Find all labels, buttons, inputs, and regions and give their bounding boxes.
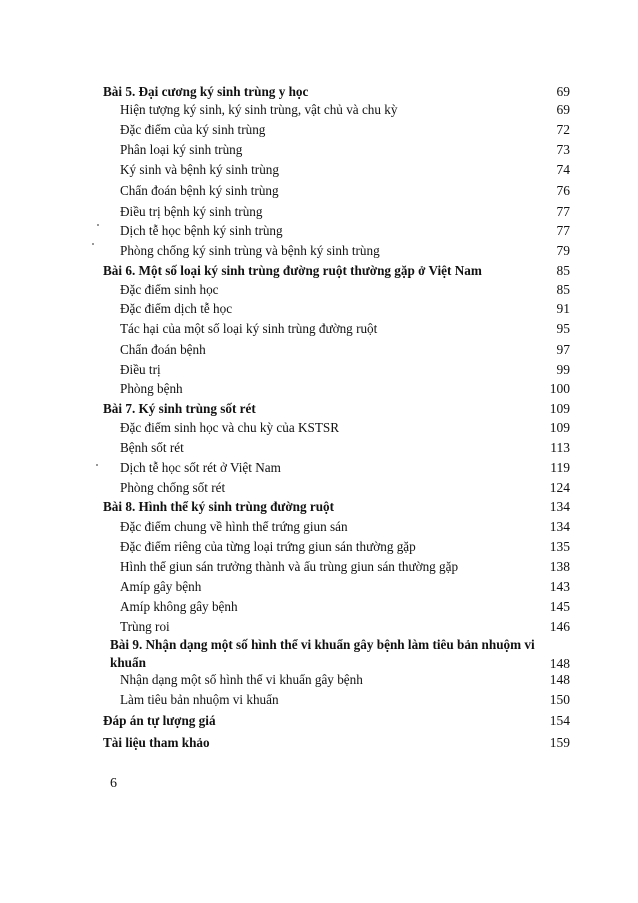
toc-entry-title: Bài 7. Ký sinh trùng sốt rét: [103, 401, 256, 416]
toc-entry-page: 76: [556, 183, 570, 198]
toc-section-entry: [0, 202, 638, 222]
toc-entry-title: Phân loại ký sinh trùng: [120, 142, 243, 157]
toc-entry-page: 100: [549, 381, 570, 396]
toc-entry-page: 145: [549, 599, 570, 614]
toc-entry-page: 134: [549, 499, 570, 514]
toc-section-entry: [0, 670, 638, 690]
toc-entry-title: Nhận dạng một số hình thể vi khuẩn gây bệnh: [120, 672, 363, 687]
page-number: 6: [110, 776, 117, 791]
toc-entry-title: Dịch tễ học bệnh ký sinh trùng: [120, 223, 283, 238]
toc-section-entry: [0, 319, 638, 339]
toc-entry-title: Đặc điểm chung về hình thể trứng giun sán: [120, 519, 348, 534]
toc-entry-page: 77: [556, 204, 570, 219]
toc-entry-page: 148: [549, 656, 570, 671]
toc-section-entry: [0, 100, 638, 120]
toc-entry-title: Hình thể giun sán trưởng thành và ấu trùng giun sán thường gặp: [120, 559, 459, 574]
toc-entry-page: 99: [556, 362, 570, 377]
toc-entry-title: Trùng roi: [120, 619, 170, 634]
scan-speck: [92, 243, 94, 245]
toc-section-entry: [0, 577, 638, 597]
toc-entry-page: 135: [549, 539, 570, 554]
toc-entry-page: 138: [549, 559, 570, 574]
toc-entry-title: Amíp gây bệnh: [120, 579, 202, 594]
toc-entry-page: 79: [556, 243, 570, 258]
toc-entry-page: 154: [549, 713, 570, 728]
toc-entry-title: Đặc điểm riêng của từng loại trứng giun sán thường gặp: [120, 539, 416, 554]
toc-entry-page: 143: [549, 579, 570, 594]
toc-section-entry: [0, 299, 638, 319]
toc-entry-title: Bài 9. Nhận dạng một số hình thể vi khuẩn gây bệnh làm tiêu bản nhuộm vi khuẩn: [110, 637, 535, 670]
scan-speck: [97, 224, 99, 226]
toc-entry-title: Bệnh sốt rét: [120, 440, 184, 455]
toc-entry-title: Phòng chống sốt rét: [120, 480, 226, 495]
toc-entry-title: Điều trị bệnh ký sinh trùng: [120, 204, 263, 219]
toc-section-entry: [0, 517, 638, 537]
toc-entry-title: Đặc điểm của ký sinh trùng: [120, 122, 266, 137]
toc-entry-page: 146: [549, 619, 570, 634]
toc-chapter-entry: [0, 82, 638, 102]
toc-entry-title: Đáp án tự lượng giá: [103, 713, 216, 728]
toc-chapter-entry: [0, 261, 638, 281]
toc-section-entry: [0, 438, 638, 458]
toc-entry-page: 124: [549, 480, 570, 495]
toc-entry-title: Ký sinh và bệnh ký sinh trùng: [120, 162, 279, 177]
toc-section-entry: [0, 221, 638, 241]
toc-entry-title: Đặc điểm dịch tễ học: [120, 301, 233, 316]
toc-entry-title: Chẩn đoán bệnh: [120, 342, 206, 357]
toc-entry-page: 109: [549, 401, 570, 416]
toc-section-entry: [0, 418, 638, 438]
toc-entry-page: 77: [556, 223, 570, 238]
toc-section-entry: [0, 340, 638, 360]
toc-entry-page: 150: [549, 692, 570, 707]
toc-entry-title: Làm tiêu bản nhuộm vi khuẩn: [120, 692, 279, 707]
toc-section-entry: [0, 120, 638, 140]
toc-entry-page: 95: [556, 321, 570, 336]
toc-chapter-entry: [0, 399, 638, 419]
toc-entry-page: 97: [556, 342, 570, 357]
toc-entry-title: Đặc điểm sinh học: [120, 282, 219, 297]
toc-section-entry: [0, 478, 638, 498]
toc-section-entry: [0, 160, 638, 180]
toc-entry-title: Bài 8. Hình thể ký sinh trùng đường ruột: [103, 499, 335, 514]
toc-entry-title: Tài liệu tham khảo: [103, 735, 210, 750]
toc-entry-title: Tác hại của một số loại ký sinh trùng đường ruột: [120, 321, 378, 336]
toc-entry-page: 148: [549, 672, 570, 687]
scan-speck: [96, 464, 98, 466]
toc-entry-page: 69: [556, 102, 570, 117]
toc-entry-page: 73: [556, 142, 570, 157]
toc-entry-page: 69: [556, 84, 570, 99]
toc-entry-title: Chẩn đoán bệnh ký sinh trùng: [120, 183, 279, 198]
toc-section-entry: [0, 617, 638, 637]
toc-chapter-entry: [0, 497, 638, 517]
toc-entry-title: Đặc điểm sinh học và chu kỳ của KSTSR: [120, 420, 340, 435]
toc-entry-title: Bài 6. Một số loại ký sinh trùng đường ruột thường gặp ở Việt Nam: [103, 263, 482, 278]
toc-entry-page: 91: [556, 301, 570, 316]
toc-entry-page: 119: [550, 460, 570, 475]
toc-section-entry: [0, 458, 638, 478]
toc-entry-page: 85: [556, 282, 570, 297]
toc-entry-page: 109: [549, 420, 570, 435]
toc-entry-title: Điều trị: [120, 362, 161, 377]
toc-entry-page: 72: [556, 122, 570, 137]
toc-section-entry: [0, 241, 638, 261]
toc-entry-title: Phòng bệnh: [120, 381, 183, 396]
toc-entry-title: Bài 5. Đại cương ký sinh trùng y học: [103, 84, 309, 99]
toc-entry-page: 134: [549, 519, 570, 534]
toc-section-entry: [0, 140, 638, 160]
toc-section-entry: [0, 181, 638, 201]
toc-section-entry: [0, 557, 638, 577]
toc-entry-title: Hiện tượng ký sinh, ký sinh trùng, vật chủ và chu kỳ: [120, 102, 398, 117]
toc-entry-page: 159: [549, 735, 570, 750]
toc-entry-title: Dịch tễ học sốt rét ở Việt Nam: [120, 460, 281, 475]
toc-section-entry: [0, 690, 638, 710]
toc-entry-page: 74: [556, 162, 570, 177]
toc-entry-page: 113: [550, 440, 570, 455]
toc-entry-title: Phòng chống ký sinh trùng và bệnh ký sinh trùng: [120, 243, 380, 258]
toc-section-entry: [0, 537, 638, 557]
toc-section-entry: [0, 360, 638, 380]
toc-chapter-entry: [0, 733, 638, 753]
toc-entry-title: Amíp không gây bệnh: [120, 599, 238, 614]
toc-section-entry: [0, 379, 638, 399]
toc-entry-page: 85: [556, 263, 570, 278]
toc-section-entry: [0, 597, 638, 617]
toc-chapter-entry: [0, 711, 638, 731]
toc-section-entry: [0, 280, 638, 300]
